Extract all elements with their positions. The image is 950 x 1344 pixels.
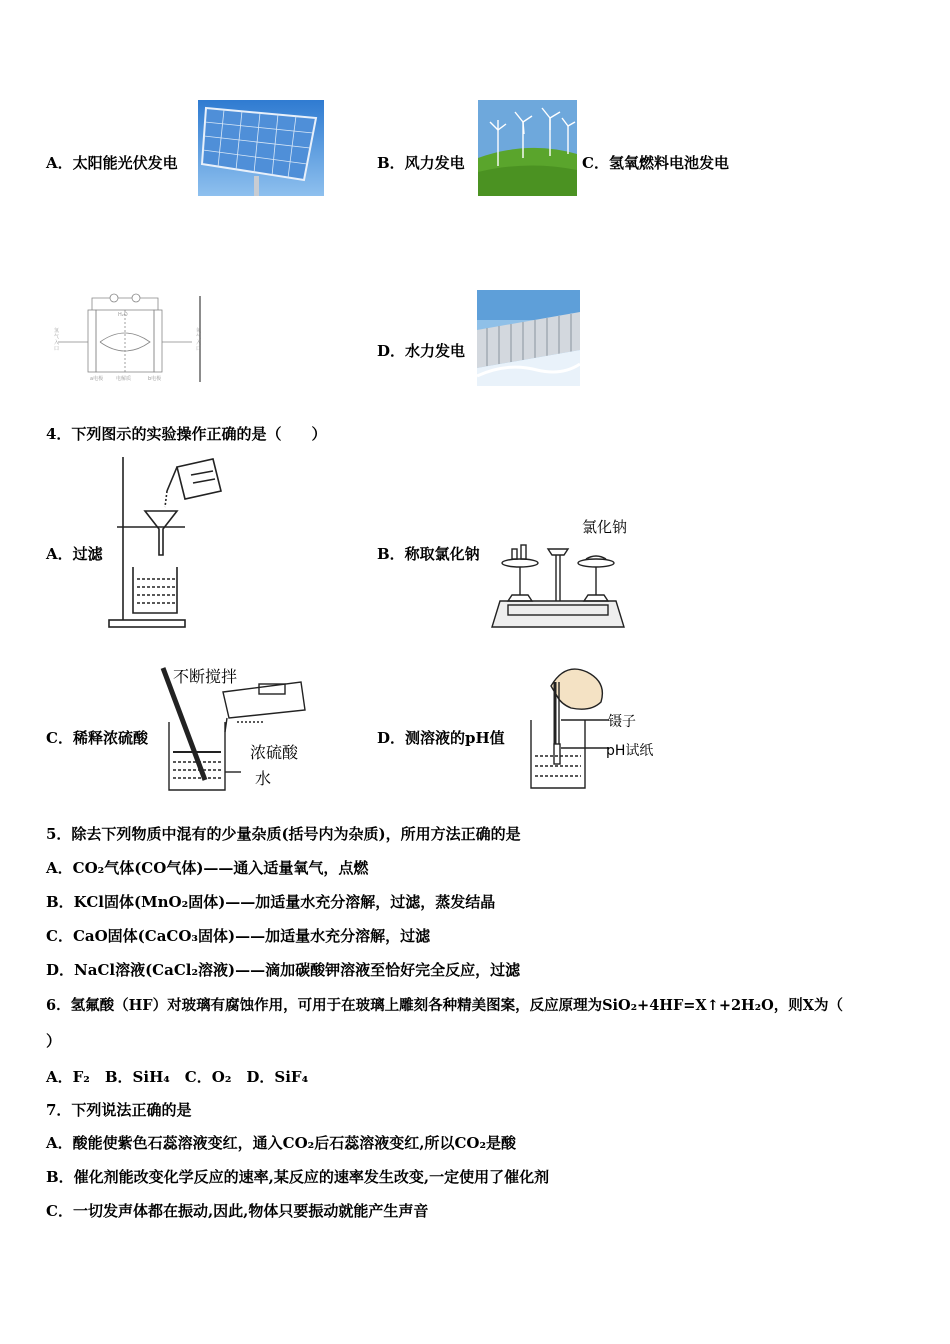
q6-options: A．F₂ B．SiH₄ C．O₂ D．SiF₄	[46, 1068, 309, 1086]
dilution-label-water: 水	[255, 769, 272, 788]
q6-stem: 6．氢氟酸（HF）对玻璃有腐蚀作用，可用于在玻璃上雕刻各种精美图案，反应原理为SiO₂+4HF=X↑+2H₂O，则X为（	[46, 997, 843, 1014]
svg-text:氢: 氢	[54, 328, 60, 334]
balance-label-nacl: 氯化钠	[582, 518, 628, 536]
svg-text:b电极: b电极	[148, 376, 162, 382]
q3-option-d: D．水力发电	[377, 342, 466, 360]
solar-panel-image	[198, 100, 324, 196]
q7-option-a: A．酸能使紫色石蕊溶液变红，通入CO₂后石蕊溶液变红,所以CO₂是酸	[46, 1134, 517, 1152]
q5-option-b: B．KCl固体(MnO₂固体)——加适量水充分溶解，过滤，蒸发结晶	[46, 893, 496, 911]
q4-stem: 4．下列图示的实验操作正确的是（ ）	[46, 425, 327, 443]
svg-text:气: 气	[196, 334, 202, 340]
q5-option-c: C．CaO固体(CaCO₃固体)——加适量水充分溶解，过滤	[46, 927, 431, 945]
svg-text:气: 气	[54, 334, 60, 340]
svg-text:入: 入	[54, 340, 60, 346]
q5-option-a: A．CO₂气体(CO气体)——通入适量氧气，点燃	[46, 859, 369, 877]
q4-option-b: B．称取氯化钠	[377, 545, 480, 563]
q3-option-b: B．风力发电	[377, 154, 465, 172]
q6-stem-end: ）	[46, 1032, 62, 1050]
filtration-diagram	[105, 455, 230, 630]
svg-text:电解质: 电解质	[116, 376, 132, 382]
q7-stem: 7．下列说法正确的是	[46, 1101, 192, 1119]
svg-text:氧: 氧	[196, 328, 202, 334]
fuel-cell-diagram	[50, 292, 205, 384]
ph-test-diagram	[525, 662, 610, 794]
wind-power-image	[478, 100, 577, 196]
q5-option-d: D．NaCl溶液(CaCl₂溶液)——滴加碳酸钾溶液至恰好完全反应，过滤	[46, 961, 521, 979]
svg-text:入: 入	[196, 340, 202, 346]
dilution-label-stir: 不断搅拌	[173, 667, 238, 686]
dilution-label-acid: 浓硫酸	[250, 743, 299, 762]
q5-stem: 5．除去下列物质中混有的少量杂质(括号内为杂质)，所用方法正确的是	[46, 825, 521, 843]
svg-text:口: 口	[196, 346, 202, 352]
svg-text:口: 口	[54, 346, 60, 352]
ph-label-paper: pH试纸	[606, 743, 654, 759]
q3-option-a: A．太阳能光伏发电	[46, 154, 178, 172]
q4-option-c: C．稀释浓硫酸	[46, 729, 148, 747]
q4-option-a: A．过滤	[46, 545, 103, 563]
q4-option-d: D．测溶液的pH值	[377, 729, 505, 747]
q7-option-b: B．催化剂能改变化学反应的速率,某反应的速率发生改变,一定使用了催化剂	[46, 1168, 550, 1186]
q3-option-c: C．氢氧燃料电池发电	[582, 154, 729, 172]
svg-text:H₂O: H₂O	[118, 312, 128, 318]
svg-text:a电极: a电极	[90, 376, 104, 382]
ph-label-tweezers: 镊子	[608, 714, 636, 730]
q7-option-c: C．一切发声体都在振动,因此,物体只要振动就能产生声音	[46, 1202, 429, 1220]
hydro-power-image	[477, 290, 580, 386]
